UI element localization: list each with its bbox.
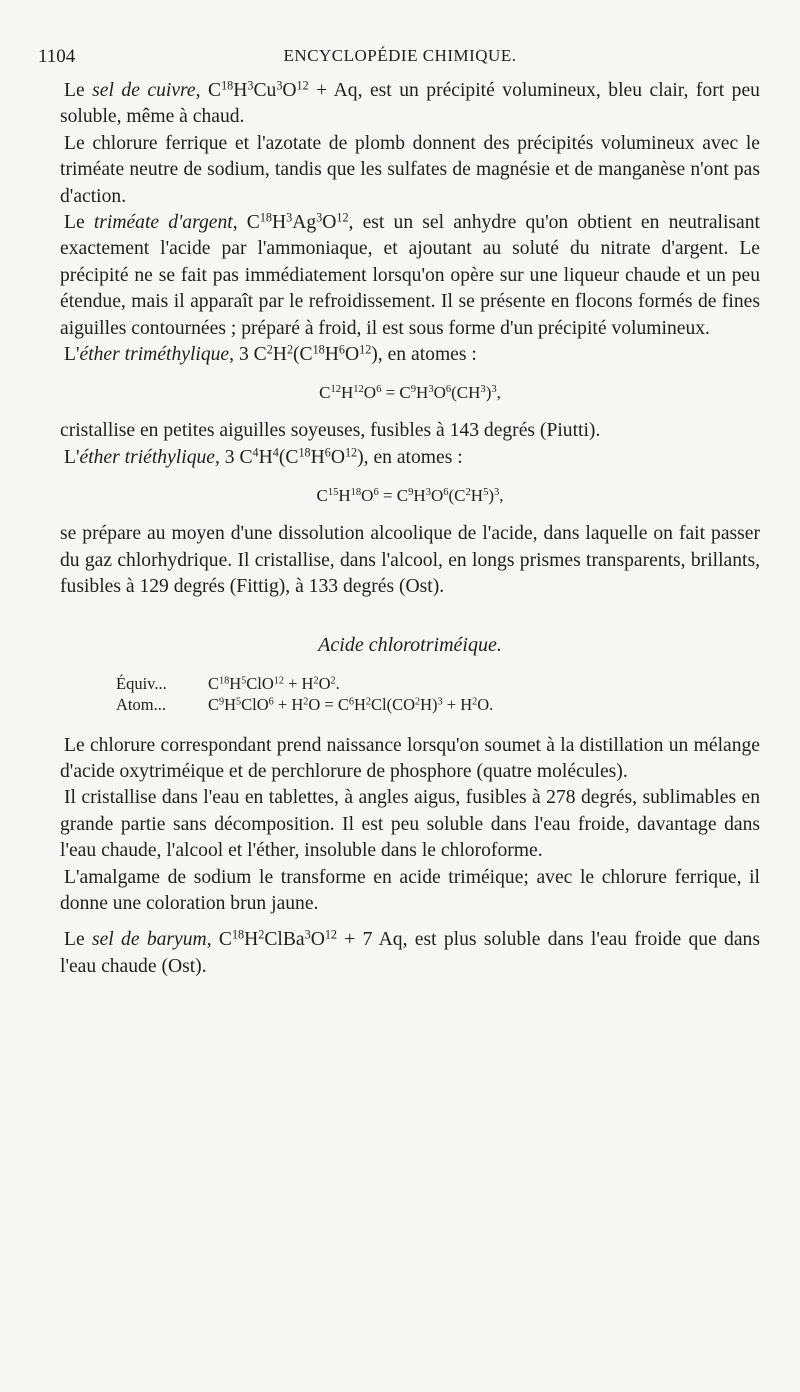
formula-trimethylique: $C^{12}H^{12}O^6 = C^9H^3O^6(CH^3)^3$,	[319, 383, 501, 403]
formula-row-equiv	[116, 673, 760, 694]
paragraph-sel-de-cuivre: Le sel de cuivre, $C^{18}H^3Cu^3O^{12} + Aq$, est un précipité volumineux, bleu clair, fort peu soluble, même à chaud.	[60, 78, 760, 128]
paragraph-text: en atomes :	[373, 446, 463, 468]
page-header	[38, 46, 762, 70]
paragraph-chlorure-correspondant: Le chlorure correspondant prend naissance lorsqu'on soumet à la distillation un mélange d'acide oxytriméique et de perchlorure de phosphore (quatre molécules).	[60, 734, 760, 782]
paragraph-sel-de-baryum: Le sel de baryum, $C^{18}H^2ClBa^3O^{12} + 7$ Aq, est plus soluble dans l'eau froide que dans l'eau chaude (Ost).	[60, 927, 760, 977]
paragraph-amalgame: L'amalgame de sodium le transforme en acide triméique; avec le chlorure ferrique, il donne une coloration brun jaune.	[60, 866, 760, 914]
formula-equiv: $C^{18}H^5ClO^{12} + H^2O^2$.	[208, 673, 340, 693]
term-ether-trimethylique: éther triméthylique	[79, 344, 230, 366]
paragraph-cristallise-eau: Il cristallise dans l'eau en tablettes, à angles aigus, fusibles à 278 degrés, sublimables en grande partie sans décomposition. Il est peu soluble dans l'eau froide, davantage dans l'eau chaude, l'alcool et l'éther, insoluble dans le chloroforme.	[60, 787, 760, 862]
body-text	[60, 78, 760, 980]
formula-atom: $C^9H^5ClO^6 + H^2O = C^6H^2Cl(CO^2H)^3 + H^2O$.	[208, 694, 494, 714]
paragraph-ether-triethylique: L'éther triéthylique, 3 $C^4H^4(C^{18}H^6O^{12})$, en atomes :	[64, 445, 463, 468]
paragraph-cristallise: cristallise en petites aiguilles soyeuses, fusibles à 143 degrés (Piutti).	[60, 420, 601, 442]
formula-label-atom: Atom...	[116, 694, 166, 714]
paragraph-text: est un sel anhydre qu'on obtient en neutralisant exactement l'acide par l'ammoniaque, et ajoutant au soluté du nitrate d'argent. Le précipité ne se fait pas immédiatement lorsqu'on opère sur une liqueur chaude et un peu étendue, mais il apparaît par le refroidissement. Il se présente en flocons formés de fines aiguilles contournées ; préparé à froid, il est sous forme d'un précipité volumineux.	[60, 212, 760, 339]
paragraph-trimesate-argent: Le triméate d'argent, $C^{18}H^3Ag^3O^{12}$, est un sel anhydre qu'on obtient en neutralisant exactement l'acide par l'ammoniaque, et ajoutant au soluté du nitrate d'argent. Le précipité ne se fait pas immédiatement lorsqu'on opère sur une liqueur chaude et un peu étendue, mais il apparaît par le refroidissement. Il se présente en flocons formés de fines aiguilles contournées ; préparé à froid, il est sous forme d'un précipité volumineux.	[60, 210, 760, 339]
section-title: Acide chlorotriméique.	[318, 633, 502, 656]
term-ether-triethylique: éther triéthylique	[79, 446, 215, 468]
term-trimesate-argent: triméate d'argent	[93, 212, 233, 234]
formula-table	[116, 673, 760, 715]
paragraph-ether-trimethylique: L'éther triméthylique, 3 $C^2H^2(C^{18}H^6O^{12})$, en atomes :	[64, 342, 477, 366]
formula-label-equiv: Équiv...	[116, 673, 167, 693]
formula-row-atom	[116, 694, 760, 715]
paragraph-text: est un précipité volumineux, bleu clair, fort peu soluble, même à chaud.	[60, 80, 760, 128]
term-sel-de-cuivre: sel de cuivre	[92, 80, 196, 101]
paragraph-text: est plus soluble dans l'eau froide que dans l'eau chaude (Ost).	[60, 929, 760, 977]
paragraph-se-prepare: se prépare au moyen d'une dissolution alcoolique de l'acide, dans laquelle on fait passer du gaz chlorhydrique. Il cristallise, dans l'alcool, en longs prismes transparents, brillants, fusibles à 129 degrés (Fittig), à 133 degrés (Ost).	[60, 523, 760, 598]
paragraph-text: en atomes :	[387, 344, 477, 366]
term-sel-de-baryum: sel de baryum	[91, 929, 207, 951]
paragraph-chlorure-ferrique: Le chlorure ferrique et l'azotate de plomb donnent des précipités volumineux avec le triméate neutre de sodium, tandis que les sulfates de magnésie et de manganèse n'ont pas d'action.	[60, 132, 760, 207]
running-title: ENCYCLOPÉDIE CHIMIQUE.	[283, 46, 517, 65]
page-number: 1104	[38, 46, 76, 67]
formula-triethylique: $C^{15}H^{18}O^6 = C^9H^3O^6(C^2H^5)^3$,	[316, 486, 504, 506]
